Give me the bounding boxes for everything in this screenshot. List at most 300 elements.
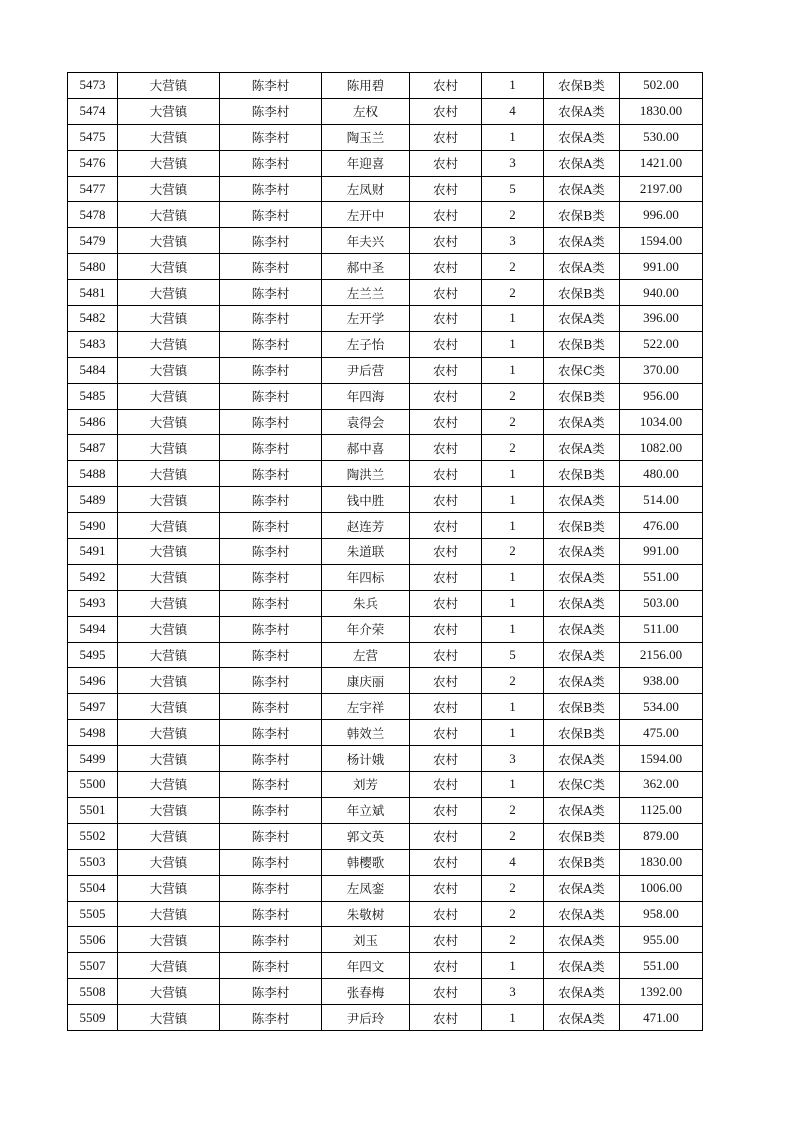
insurance-category-cell: 农保B类 (544, 73, 620, 99)
table-row (68, 901, 703, 927)
table-row (68, 849, 703, 875)
town-cell: 大营镇 (118, 98, 220, 124)
table-row (68, 306, 703, 332)
amount-cell: 991.00 (620, 254, 703, 280)
table-row (68, 694, 703, 720)
name-cell: 韩樱歌 (322, 849, 410, 875)
name-cell: 朱道联 (322, 539, 410, 565)
household-type-cell: 农村 (410, 331, 482, 357)
town-cell: 大营镇 (118, 823, 220, 849)
town-cell: 大营镇 (118, 306, 220, 332)
insurance-category-cell: 农保A类 (544, 306, 620, 332)
village-cell: 陈李村 (220, 694, 322, 720)
household-size-cell: 2 (482, 797, 544, 823)
table-row (68, 513, 703, 539)
record-number-cell: 5485 (68, 383, 118, 409)
village-cell: 陈李村 (220, 875, 322, 901)
town-cell: 大营镇 (118, 668, 220, 694)
insurance-category-cell: 农保A类 (544, 875, 620, 901)
record-number-cell: 5503 (68, 849, 118, 875)
name-cell: 尹后营 (322, 357, 410, 383)
name-cell: 朱兵 (322, 590, 410, 616)
record-number-cell: 5488 (68, 461, 118, 487)
town-cell: 大营镇 (118, 927, 220, 953)
town-cell: 大营镇 (118, 772, 220, 798)
village-cell: 陈李村 (220, 901, 322, 927)
household-type-cell: 农村 (410, 409, 482, 435)
table-row (68, 73, 703, 99)
record-number-cell: 5505 (68, 901, 118, 927)
household-type-cell: 农村 (410, 254, 482, 280)
name-cell: 郝中喜 (322, 435, 410, 461)
record-number-cell: 5483 (68, 331, 118, 357)
record-number-cell: 5477 (68, 176, 118, 202)
household-type-cell: 农村 (410, 150, 482, 176)
household-type-cell: 农村 (410, 1005, 482, 1031)
record-number-cell: 5480 (68, 254, 118, 280)
insurance-category-cell: 农保A类 (544, 254, 620, 280)
village-cell: 陈李村 (220, 979, 322, 1005)
amount-cell: 514.00 (620, 487, 703, 513)
insurance-category-cell: 农保A类 (544, 124, 620, 150)
household-type-cell: 农村 (410, 927, 482, 953)
town-cell: 大营镇 (118, 979, 220, 1005)
name-cell: 左凤财 (322, 176, 410, 202)
household-type-cell: 农村 (410, 280, 482, 306)
table-row (68, 150, 703, 176)
name-cell: 左宇祥 (322, 694, 410, 720)
table-row (68, 176, 703, 202)
record-number-cell: 5492 (68, 564, 118, 590)
record-number-cell: 5506 (68, 927, 118, 953)
household-size-cell: 2 (482, 901, 544, 927)
household-size-cell: 2 (482, 254, 544, 280)
household-size-cell: 1 (482, 953, 544, 979)
table-row (68, 953, 703, 979)
household-size-cell: 2 (482, 383, 544, 409)
town-cell: 大营镇 (118, 228, 220, 254)
name-cell: 左子怡 (322, 331, 410, 357)
town-cell: 大营镇 (118, 539, 220, 565)
record-number-cell: 5490 (68, 513, 118, 539)
village-cell: 陈李村 (220, 150, 322, 176)
insurance-category-cell: 农保A类 (544, 642, 620, 668)
insurance-category-cell: 农保A类 (544, 228, 620, 254)
name-cell: 陶洪兰 (322, 461, 410, 487)
table-row (68, 616, 703, 642)
name-cell: 张春梅 (322, 979, 410, 1005)
amount-cell: 1594.00 (620, 746, 703, 772)
amount-cell: 471.00 (620, 1005, 703, 1031)
household-type-cell: 农村 (410, 849, 482, 875)
name-cell: 刘玉 (322, 927, 410, 953)
name-cell: 年四标 (322, 564, 410, 590)
town-cell: 大营镇 (118, 409, 220, 435)
household-type-cell: 农村 (410, 642, 482, 668)
table-row (68, 357, 703, 383)
village-cell: 陈李村 (220, 357, 322, 383)
amount-cell: 956.00 (620, 383, 703, 409)
record-number-cell: 5491 (68, 539, 118, 565)
household-type-cell: 农村 (410, 383, 482, 409)
record-number-cell: 5474 (68, 98, 118, 124)
amount-cell: 480.00 (620, 461, 703, 487)
household-type-cell: 农村 (410, 357, 482, 383)
village-cell: 陈李村 (220, 280, 322, 306)
record-number-cell: 5500 (68, 772, 118, 798)
town-cell: 大营镇 (118, 357, 220, 383)
insurance-category-cell: 农保A类 (544, 176, 620, 202)
town-cell: 大营镇 (118, 642, 220, 668)
amount-cell: 475.00 (620, 720, 703, 746)
record-number-cell: 5508 (68, 979, 118, 1005)
table-body (68, 73, 703, 1031)
village-cell: 陈李村 (220, 254, 322, 280)
household-type-cell: 农村 (410, 668, 482, 694)
household-size-cell: 1 (482, 590, 544, 616)
household-size-cell: 1 (482, 694, 544, 720)
name-cell: 左开学 (322, 306, 410, 332)
household-size-cell: 2 (482, 202, 544, 228)
amount-cell: 1006.00 (620, 875, 703, 901)
table-row (68, 590, 703, 616)
name-cell: 康庆丽 (322, 668, 410, 694)
record-number-cell: 5479 (68, 228, 118, 254)
village-cell: 陈李村 (220, 73, 322, 99)
town-cell: 大营镇 (118, 176, 220, 202)
household-size-cell: 1 (482, 73, 544, 99)
insurance-category-cell: 农保A类 (544, 901, 620, 927)
town-cell: 大营镇 (118, 254, 220, 280)
household-size-cell: 1 (482, 720, 544, 746)
household-size-cell: 2 (482, 539, 544, 565)
insurance-category-cell: 农保B类 (544, 513, 620, 539)
table-row (68, 875, 703, 901)
name-cell: 年立斌 (322, 797, 410, 823)
insurance-category-cell: 农保B类 (544, 461, 620, 487)
table-row (68, 979, 703, 1005)
amount-cell: 996.00 (620, 202, 703, 228)
insurance-category-cell: 农保C类 (544, 357, 620, 383)
name-cell: 杨计娥 (322, 746, 410, 772)
town-cell: 大营镇 (118, 901, 220, 927)
amount-cell: 551.00 (620, 564, 703, 590)
name-cell: 左凤銮 (322, 875, 410, 901)
insurance-category-cell: 农保A类 (544, 409, 620, 435)
record-number-cell: 5499 (68, 746, 118, 772)
household-size-cell: 2 (482, 823, 544, 849)
household-size-cell: 1 (482, 306, 544, 332)
record-number-cell: 5495 (68, 642, 118, 668)
town-cell: 大营镇 (118, 694, 220, 720)
village-cell: 陈李村 (220, 124, 322, 150)
household-type-cell: 农村 (410, 823, 482, 849)
insurance-category-cell: 农保A类 (544, 746, 620, 772)
household-size-cell: 2 (482, 875, 544, 901)
record-number-cell: 5496 (68, 668, 118, 694)
amount-cell: 1392.00 (620, 979, 703, 1005)
insurance-category-cell: 农保B类 (544, 202, 620, 228)
insurance-category-cell: 农保A类 (544, 927, 620, 953)
name-cell: 钱中胜 (322, 487, 410, 513)
table-row (68, 642, 703, 668)
insurance-category-cell: 农保A类 (544, 150, 620, 176)
amount-cell: 502.00 (620, 73, 703, 99)
amount-cell: 940.00 (620, 280, 703, 306)
village-cell: 陈李村 (220, 228, 322, 254)
town-cell: 大营镇 (118, 487, 220, 513)
insurance-category-cell: 农保A类 (544, 668, 620, 694)
insurance-category-cell: 农保A类 (544, 539, 620, 565)
amount-cell: 362.00 (620, 772, 703, 798)
table-row (68, 772, 703, 798)
amount-cell: 503.00 (620, 590, 703, 616)
table-row (68, 668, 703, 694)
household-type-cell: 农村 (410, 616, 482, 642)
village-cell: 陈李村 (220, 590, 322, 616)
name-cell: 左开中 (322, 202, 410, 228)
insurance-category-cell: 农保A类 (544, 564, 620, 590)
household-size-cell: 2 (482, 927, 544, 953)
record-number-cell: 5493 (68, 590, 118, 616)
town-cell: 大营镇 (118, 513, 220, 539)
table-row (68, 539, 703, 565)
name-cell: 郭文英 (322, 823, 410, 849)
town-cell: 大营镇 (118, 435, 220, 461)
village-cell: 陈李村 (220, 772, 322, 798)
name-cell: 年介荣 (322, 616, 410, 642)
table-row (68, 823, 703, 849)
table-row (68, 383, 703, 409)
table-row (68, 331, 703, 357)
household-size-cell: 1 (482, 1005, 544, 1031)
village-cell: 陈李村 (220, 435, 322, 461)
name-cell: 陶玉兰 (322, 124, 410, 150)
household-type-cell: 农村 (410, 461, 482, 487)
household-size-cell: 1 (482, 357, 544, 383)
table-row (68, 1005, 703, 1031)
amount-cell: 1082.00 (620, 435, 703, 461)
household-type-cell: 农村 (410, 539, 482, 565)
village-cell: 陈李村 (220, 642, 322, 668)
household-size-cell: 3 (482, 979, 544, 1005)
table-row (68, 746, 703, 772)
relief-roster-table (67, 72, 703, 1031)
town-cell: 大营镇 (118, 849, 220, 875)
household-type-cell: 农村 (410, 228, 482, 254)
household-size-cell: 1 (482, 487, 544, 513)
household-size-cell: 1 (482, 772, 544, 798)
amount-cell: 1034.00 (620, 409, 703, 435)
record-number-cell: 5475 (68, 124, 118, 150)
town-cell: 大营镇 (118, 746, 220, 772)
name-cell: 尹后玲 (322, 1005, 410, 1031)
name-cell: 赵连芳 (322, 513, 410, 539)
village-cell: 陈李村 (220, 823, 322, 849)
insurance-category-cell: 农保B类 (544, 694, 620, 720)
village-cell: 陈李村 (220, 849, 322, 875)
amount-cell: 991.00 (620, 539, 703, 565)
name-cell: 左兰兰 (322, 280, 410, 306)
amount-cell: 534.00 (620, 694, 703, 720)
record-number-cell: 5487 (68, 435, 118, 461)
household-size-cell: 1 (482, 616, 544, 642)
village-cell: 陈李村 (220, 927, 322, 953)
village-cell: 陈李村 (220, 202, 322, 228)
household-type-cell: 农村 (410, 720, 482, 746)
village-cell: 陈李村 (220, 616, 322, 642)
town-cell: 大营镇 (118, 73, 220, 99)
household-size-cell: 4 (482, 98, 544, 124)
amount-cell: 370.00 (620, 357, 703, 383)
amount-cell: 1830.00 (620, 98, 703, 124)
household-type-cell: 农村 (410, 746, 482, 772)
amount-cell: 2197.00 (620, 176, 703, 202)
household-size-cell: 2 (482, 435, 544, 461)
name-cell: 左权 (322, 98, 410, 124)
household-type-cell: 农村 (410, 435, 482, 461)
name-cell: 年四海 (322, 383, 410, 409)
insurance-category-cell: 农保A类 (544, 98, 620, 124)
household-size-cell: 1 (482, 564, 544, 590)
household-size-cell: 1 (482, 461, 544, 487)
name-cell: 刘芳 (322, 772, 410, 798)
record-number-cell: 5504 (68, 875, 118, 901)
household-type-cell: 农村 (410, 797, 482, 823)
insurance-category-cell: 农保C类 (544, 772, 620, 798)
amount-cell: 1594.00 (620, 228, 703, 254)
household-type-cell: 农村 (410, 98, 482, 124)
amount-cell: 476.00 (620, 513, 703, 539)
table-row (68, 228, 703, 254)
village-cell: 陈李村 (220, 1005, 322, 1031)
record-number-cell: 5502 (68, 823, 118, 849)
household-type-cell: 农村 (410, 564, 482, 590)
household-size-cell: 3 (482, 228, 544, 254)
town-cell: 大营镇 (118, 616, 220, 642)
village-cell: 陈李村 (220, 306, 322, 332)
record-number-cell: 5509 (68, 1005, 118, 1031)
village-cell: 陈李村 (220, 461, 322, 487)
table-row (68, 435, 703, 461)
insurance-category-cell: 农保A类 (544, 797, 620, 823)
amount-cell: 1830.00 (620, 849, 703, 875)
village-cell: 陈李村 (220, 564, 322, 590)
table-row (68, 280, 703, 306)
insurance-category-cell: 农保A类 (544, 953, 620, 979)
record-number-cell: 5486 (68, 409, 118, 435)
amount-cell: 551.00 (620, 953, 703, 979)
household-type-cell: 农村 (410, 176, 482, 202)
village-cell: 陈李村 (220, 746, 322, 772)
record-number-cell: 5507 (68, 953, 118, 979)
village-cell: 陈李村 (220, 953, 322, 979)
household-size-cell: 1 (482, 124, 544, 150)
record-number-cell: 5481 (68, 280, 118, 306)
village-cell: 陈李村 (220, 383, 322, 409)
town-cell: 大营镇 (118, 383, 220, 409)
insurance-category-cell: 农保B类 (544, 383, 620, 409)
amount-cell: 1125.00 (620, 797, 703, 823)
household-type-cell: 农村 (410, 487, 482, 513)
village-cell: 陈李村 (220, 513, 322, 539)
table-row (68, 461, 703, 487)
household-type-cell: 农村 (410, 772, 482, 798)
record-number-cell: 5473 (68, 73, 118, 99)
amount-cell: 530.00 (620, 124, 703, 150)
record-number-cell: 5498 (68, 720, 118, 746)
town-cell: 大营镇 (118, 797, 220, 823)
amount-cell: 1421.00 (620, 150, 703, 176)
name-cell: 郝中圣 (322, 254, 410, 280)
name-cell: 年夫兴 (322, 228, 410, 254)
table-row (68, 797, 703, 823)
table-row (68, 124, 703, 150)
village-cell: 陈李村 (220, 487, 322, 513)
town-cell: 大营镇 (118, 875, 220, 901)
town-cell: 大营镇 (118, 202, 220, 228)
table-row (68, 254, 703, 280)
insurance-category-cell: 农保B类 (544, 720, 620, 746)
household-size-cell: 3 (482, 746, 544, 772)
household-type-cell: 农村 (410, 73, 482, 99)
amount-cell: 955.00 (620, 927, 703, 953)
household-type-cell: 农村 (410, 306, 482, 332)
amount-cell: 396.00 (620, 306, 703, 332)
town-cell: 大营镇 (118, 461, 220, 487)
name-cell: 陈用碧 (322, 73, 410, 99)
amount-cell: 2156.00 (620, 642, 703, 668)
name-cell: 朱敬树 (322, 901, 410, 927)
record-number-cell: 5478 (68, 202, 118, 228)
insurance-category-cell: 农保B类 (544, 280, 620, 306)
village-cell: 陈李村 (220, 98, 322, 124)
household-type-cell: 农村 (410, 202, 482, 228)
village-cell: 陈李村 (220, 409, 322, 435)
household-type-cell: 农村 (410, 124, 482, 150)
amount-cell: 511.00 (620, 616, 703, 642)
household-size-cell: 2 (482, 280, 544, 306)
insurance-category-cell: 农保A类 (544, 435, 620, 461)
insurance-category-cell: 农保B类 (544, 331, 620, 357)
record-number-cell: 5476 (68, 150, 118, 176)
insurance-category-cell: 农保A类 (544, 979, 620, 1005)
household-type-cell: 农村 (410, 513, 482, 539)
amount-cell: 879.00 (620, 823, 703, 849)
household-size-cell: 5 (482, 176, 544, 202)
name-cell: 韩效兰 (322, 720, 410, 746)
table-row (68, 409, 703, 435)
household-type-cell: 农村 (410, 590, 482, 616)
record-number-cell: 5494 (68, 616, 118, 642)
household-type-cell: 农村 (410, 875, 482, 901)
insurance-category-cell: 农保A类 (544, 1005, 620, 1031)
household-size-cell: 4 (482, 849, 544, 875)
household-size-cell: 1 (482, 331, 544, 357)
table-row (68, 98, 703, 124)
record-number-cell: 5482 (68, 306, 118, 332)
table-row (68, 202, 703, 228)
town-cell: 大营镇 (118, 1005, 220, 1031)
insurance-category-cell: 农保A类 (544, 590, 620, 616)
town-cell: 大营镇 (118, 124, 220, 150)
town-cell: 大营镇 (118, 564, 220, 590)
town-cell: 大营镇 (118, 720, 220, 746)
household-type-cell: 农村 (410, 979, 482, 1005)
household-size-cell: 2 (482, 668, 544, 694)
name-cell: 年四文 (322, 953, 410, 979)
record-number-cell: 5484 (68, 357, 118, 383)
